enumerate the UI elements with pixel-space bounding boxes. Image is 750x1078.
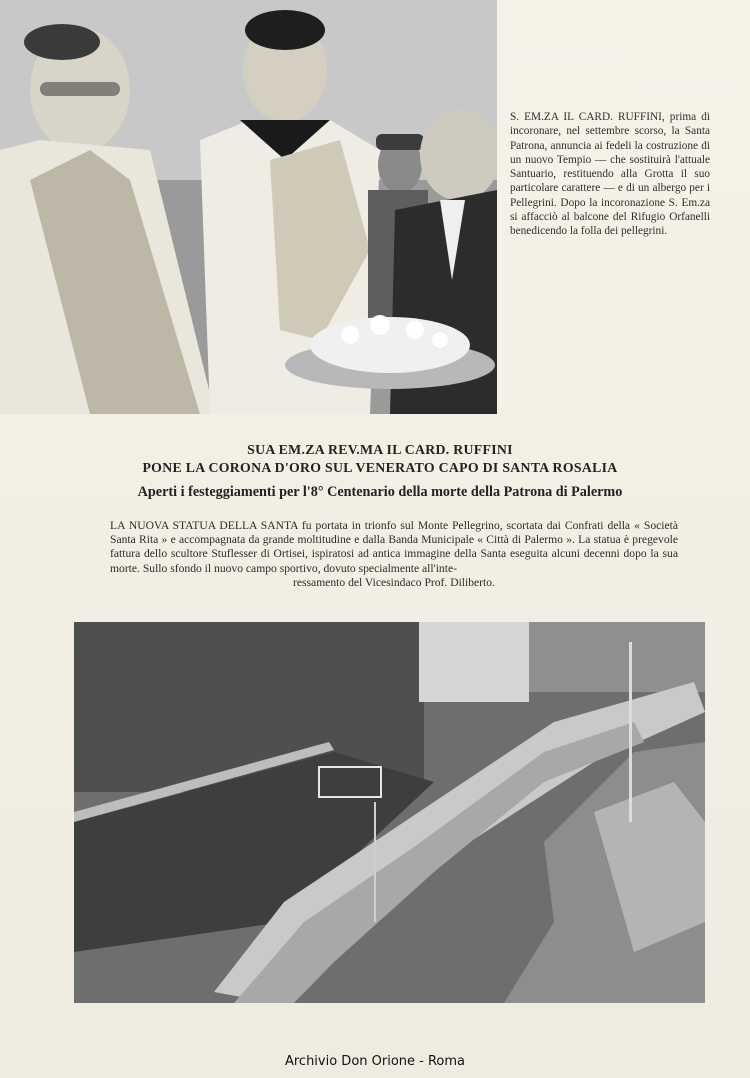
headline-line-2: PONE LA CORONA D'ORO SUL VENERATO CAPO DI SANTA ROSALIA — [142, 460, 618, 475]
cardinal-ceremony-photo — [0, 0, 497, 414]
cardinal-ceremony-illustration — [0, 0, 497, 414]
procession-illustration — [74, 622, 705, 1003]
subheadline: Aperti i festeggiamenti per l'8° Centenario della morte della Patrona di Palermo — [137, 484, 623, 500]
article-body-last-line: ressamento del Vicesindaco Prof. Diliberto. — [293, 575, 495, 589]
archive-footer: Archivio Don Orione - Roma — [284, 1054, 466, 1069]
article-body-text: LA NUOVA STATUA DELLA SANTA fu portata in trionfo sul Monte Pellegrino, scortata dai Confrati della « Società Santa Rita » e accompagnata da grande moltitudine e dalla Banda Municipale « Città di Palermo ». La statua è pregevole fattura dello scultore Stuflesser di Ortisei, ispiratosi ad antica immagine della Santa eseguita alcuni decenni dopo la sua morte. Sullo sfondo il nuovo campo sportivo, dovuto specialmente all'inte- — [110, 519, 678, 575]
procession-photo — [74, 622, 705, 1003]
photo-caption: S. EM.ZA IL CARD. RUFFINI, prima di incoronare, nel settembre scorso, la Santa Patrona, annuncia ai fedeli la costruzione di un nuovo Tempio — che sostituirà l'attuale Santuario, restituendo alla Grotta il suo particolare carattere — e di un albergo per i Pellegrini. Dopo la incoronazione S. Em.za si affacciò al balcone del Rifugio Orfanelli benedicendo la folla dei pellegrini. — [510, 111, 710, 238]
headline-line-1: SUA EM.ZA REV.MA IL CARD. RUFFINI — [247, 442, 513, 457]
article-body — [110, 519, 678, 590]
